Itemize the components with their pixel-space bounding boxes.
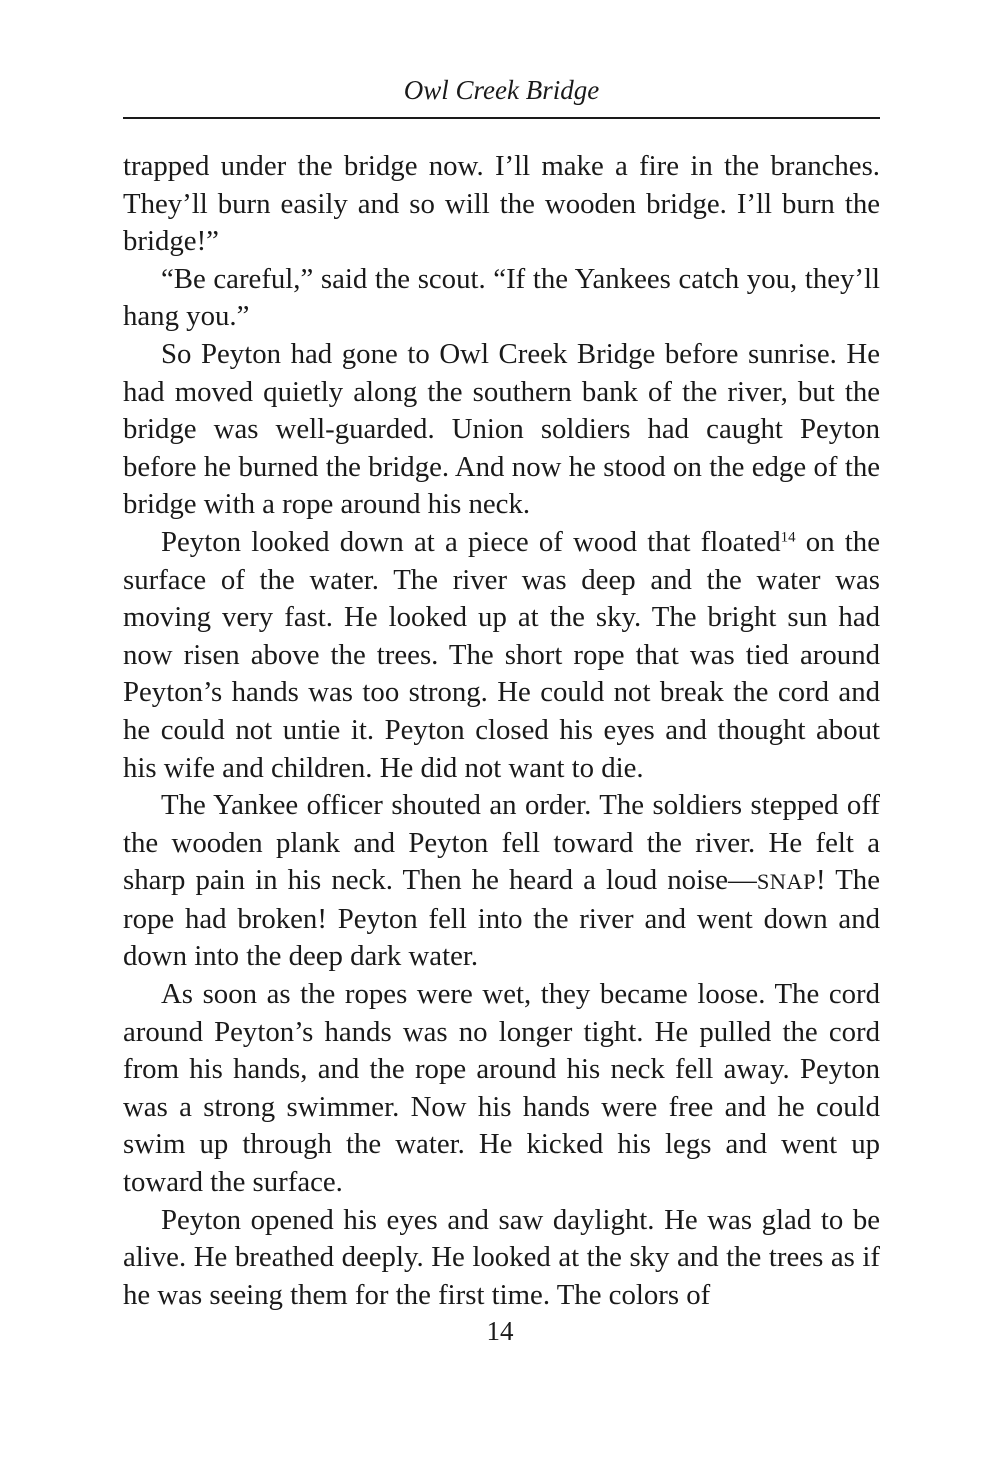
paragraph-3: So Peyton had gone to Owl Creek Bridge before sunrise. He had moved quietly along the southern bank of the river, but the bridge was well-guarded. Union soldiers had caught Peyton before he burned the bridge. And now he stood on the edge of the bridge with a rope around his neck. bbox=[123, 337, 880, 521]
paragraph-2: “Be careful,” said the scout. “If the Yankees catch you, they’ll hang you.” bbox=[123, 262, 880, 333]
paragraph-5 bbox=[123, 787, 880, 976]
running-head: Owl Creek Bridge bbox=[403, 75, 600, 105]
body-text bbox=[123, 148, 880, 1314]
header-rule bbox=[123, 117, 880, 119]
paragraph-5-text-b: ! The rope had broken! Peyton fell into the river and went down and down into the deep dark water. bbox=[123, 864, 880, 973]
paragraph-5-text-a: The Yankee officer shouted an order. The soldiers stepped off the wooden plank and Peyton fell toward the river. He felt a sharp pain in his neck. Then he heard a loud noise— bbox=[123, 789, 880, 897]
paragraph-1: trapped under the bridge now. I’ll make a fire in the branches. They’ll burn easily and so will the wooden bridge. I’ll burn the bridge!” bbox=[123, 150, 880, 258]
page-number: 14 bbox=[486, 1316, 514, 1346]
paragraph-4-text-b: on the surface of the water. The river was deep and the water was moving very fast. He looked up at the sky. The bright sun had now risen above the trees. The short rope that was tied around Peyton’s hands was too strong. He could not break the cord and he could not untie it. Peyton closed his eyes and thought about his wife and children. He did not want to die. bbox=[123, 525, 880, 784]
paragraph-4 bbox=[123, 524, 880, 787]
paragraph-7: Peyton opened his eyes and saw daylight. He was glad to be alive. He breathed deeply. He looked at the sky and the trees as if he was seeing them for the first time. The colors of bbox=[123, 1203, 880, 1311]
small-caps-word: SNAP bbox=[756, 869, 817, 895]
paragraph-6: As soon as the ropes were wet, they became loose. The cord around Peyton’s hands was no longer tight. He pulled the cord from his hands, and the rope around his neck fell away. Peyton was a strong swimmer. Now his hands were free and he could swim up through the water. He kicked his legs and went up toward the surface. bbox=[123, 978, 880, 1199]
paragraph-4-text-a: Peyton looked down at a piece of wood that floated bbox=[161, 525, 781, 558]
footnote-marker: 14 bbox=[780, 529, 796, 546]
